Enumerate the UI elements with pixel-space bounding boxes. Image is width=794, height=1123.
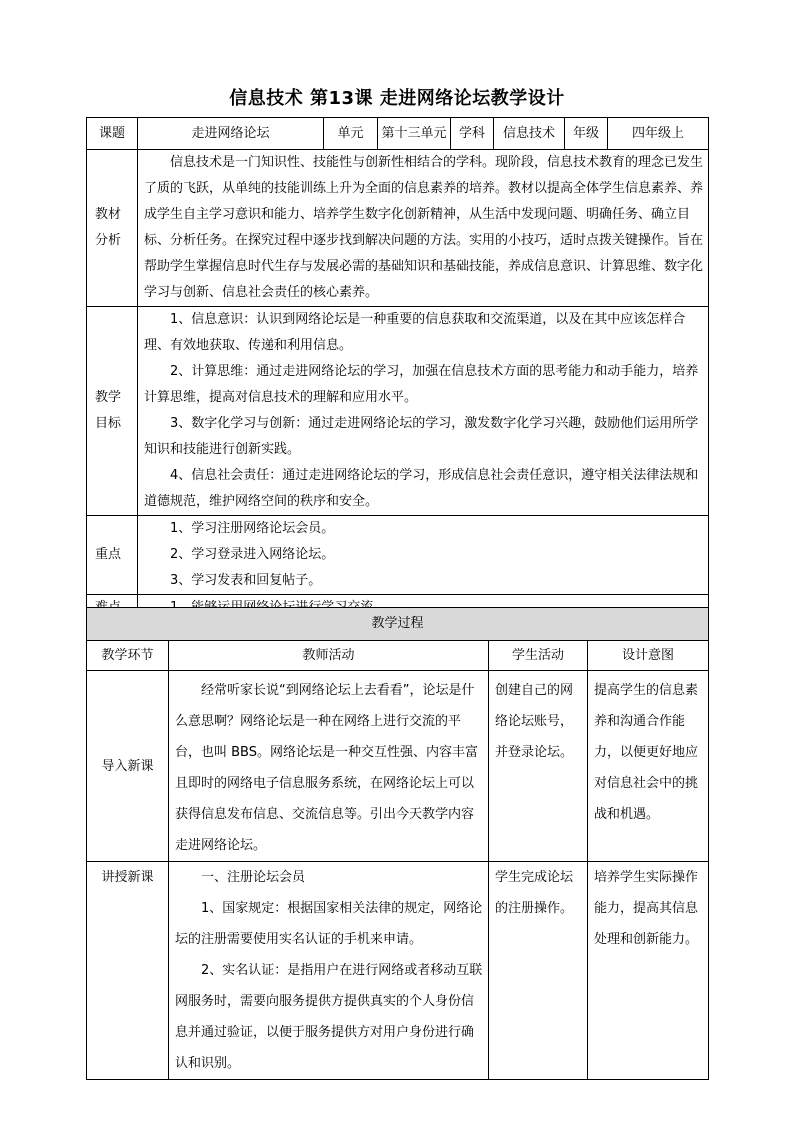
teacher-activity-text: 一、注册论坛会员 [201,870,306,885]
teaching-process-table [86,607,709,1080]
goal-item: 4、信息社会责任：通过走进网络论坛的学习，形成信息社会责任意识，遵守相关法律法规和道德规范，维护网络空间的秩序和安全。 [144,468,699,509]
column-header-intent: 设计意图 [588,641,709,671]
topic-label: 课题 [87,118,138,150]
key-points-label: 重点 [87,516,138,595]
column-header-stage: 教学环节 [87,641,169,671]
analysis-label [87,150,138,307]
process-row [87,862,709,1080]
design-intent-text: 提高学生的信息素养和沟通合作能力，以便更好地应对信息社会中的挑战和机遇。 [594,683,699,822]
student-activity-text: 学生完成论坛的注册操作。 [495,870,574,916]
design-intent-cell [588,671,709,862]
key-points-row [87,516,709,595]
student-activity-text: 创建自己的网络论坛账号，并登录论坛。 [495,683,574,760]
grade-value: 四年级上 [608,118,709,150]
goal-item: 1、信息意识：认识到网络论坛是一种重要的信息获取和交流渠道，以及在其中应该怎样合理、有效地获取、传递和利用信息。 [144,312,686,353]
column-header-student: 学生活动 [489,641,588,671]
header-row [87,118,709,150]
teacher-activity-cell [169,671,489,862]
analysis-cell [138,150,709,307]
goal-item: 2、计算思维：通过走进网络论坛的学习，加强在信息技术方面的思考能力和动手能力，培养计算思维，提高对信息技术的理解和应用水平。 [144,364,699,405]
process-title-row [87,608,709,641]
unit-label: 单元 [324,118,378,150]
difficulty-text: 1、能够运用网络论坛进行学习交流。 [170,600,387,615]
subject-label: 学科 [451,118,494,150]
goals-cell [138,307,709,516]
goal-item: 3、数字化学习与创新：通过走进网络论坛的学习，激发数字化学习兴趣，鼓励他们运用所学知识和技能进行创新实践。 [144,416,699,457]
topic-value: 走进网络论坛 [138,118,324,150]
analysis-label-line1: 教材 [95,207,122,222]
process-row [87,671,709,862]
page-title: 信息技术 第13课 走进网络论坛教学设计 [229,88,565,109]
analysis-label-line2: 分析 [95,233,122,248]
teacher-activity-text: 2、实名认证：是指用户在进行网络或者移动互联网服务时，需要向服务提供方提供真实的个人身份信息并通过验证，以便于服务提供方对用户身份进行确认和识别。 [175,963,483,1071]
unit-value: 第十三单元 [378,118,451,150]
subject-value: 信息技术 [494,118,565,150]
stage-cell: 讲授新课 [87,862,169,1080]
design-intent-text: 培养学生实际操作能力，提高其信息处理和创新能力。 [594,870,699,947]
process-header-row [87,641,709,671]
teacher-activity-cell [169,862,489,1080]
teacher-activity-text: 1、国家规定：根据国家相关法律的规定，网络论坛的注册需要使用实名认证的手机来申请。 [175,901,483,947]
goals-label [87,307,138,516]
teacher-activity-text: 经常听家长说“到网络论坛上去看看”，论坛是什么意思啊？网络论坛是一种在网络上进行交流的平台，也叫 BBS。网络论坛是一种交互性强、内容丰富且即时的网络电子信息服务系统，在网络论坛上可以获得信息发布信息、交流信息等。引出今天教学内容走进网络论坛。 [175,683,478,853]
grade-label: 年级 [565,118,608,150]
stage-cell: 导入新课 [87,671,169,862]
difficulty-label: 难点 [87,595,138,622]
key-points-cell [138,516,709,595]
key-point-item: 3、学习发表和回复帖子。 [170,573,322,588]
goals-label-line2: 目标 [95,416,122,431]
key-point-item: 1、学习注册网络论坛会员。 [170,521,335,536]
goals-label-line1: 教学 [95,390,122,405]
analysis-row [87,150,709,307]
student-activity-cell [489,671,588,862]
design-intent-cell [588,862,709,1080]
process-title: 教学过程 [87,608,709,641]
column-header-teacher: 教师活动 [169,641,489,671]
analysis-text: 信息技术是一门知识性、技能性与创新性相结合的学科。现阶段，信息技术教育的理念已发生了质的飞跃，从单纯的技能训练上升为全面的信息素养的培养。教材以提高全体学生信息素养、养成学生自主学习意识和能力、培养学生数字化创新精神，从生活中发现问题、明确任务、确立目标、分析任务。在探究过程中逐步找到解决问题的方法。实用的小技巧，适时点拨关键操作。旨在帮助学生掌握信息时代生存与发展必需的基础知识和基础技能，养成信息意识、计算思维、数字化学习与创新、信息社会责任的核心素养。 [144,155,704,300]
student-activity-cell [489,862,588,1080]
lesson-info-table [86,117,709,622]
goals-row [87,307,709,516]
key-point-item: 2、学习登录进入网络论坛。 [170,547,335,562]
